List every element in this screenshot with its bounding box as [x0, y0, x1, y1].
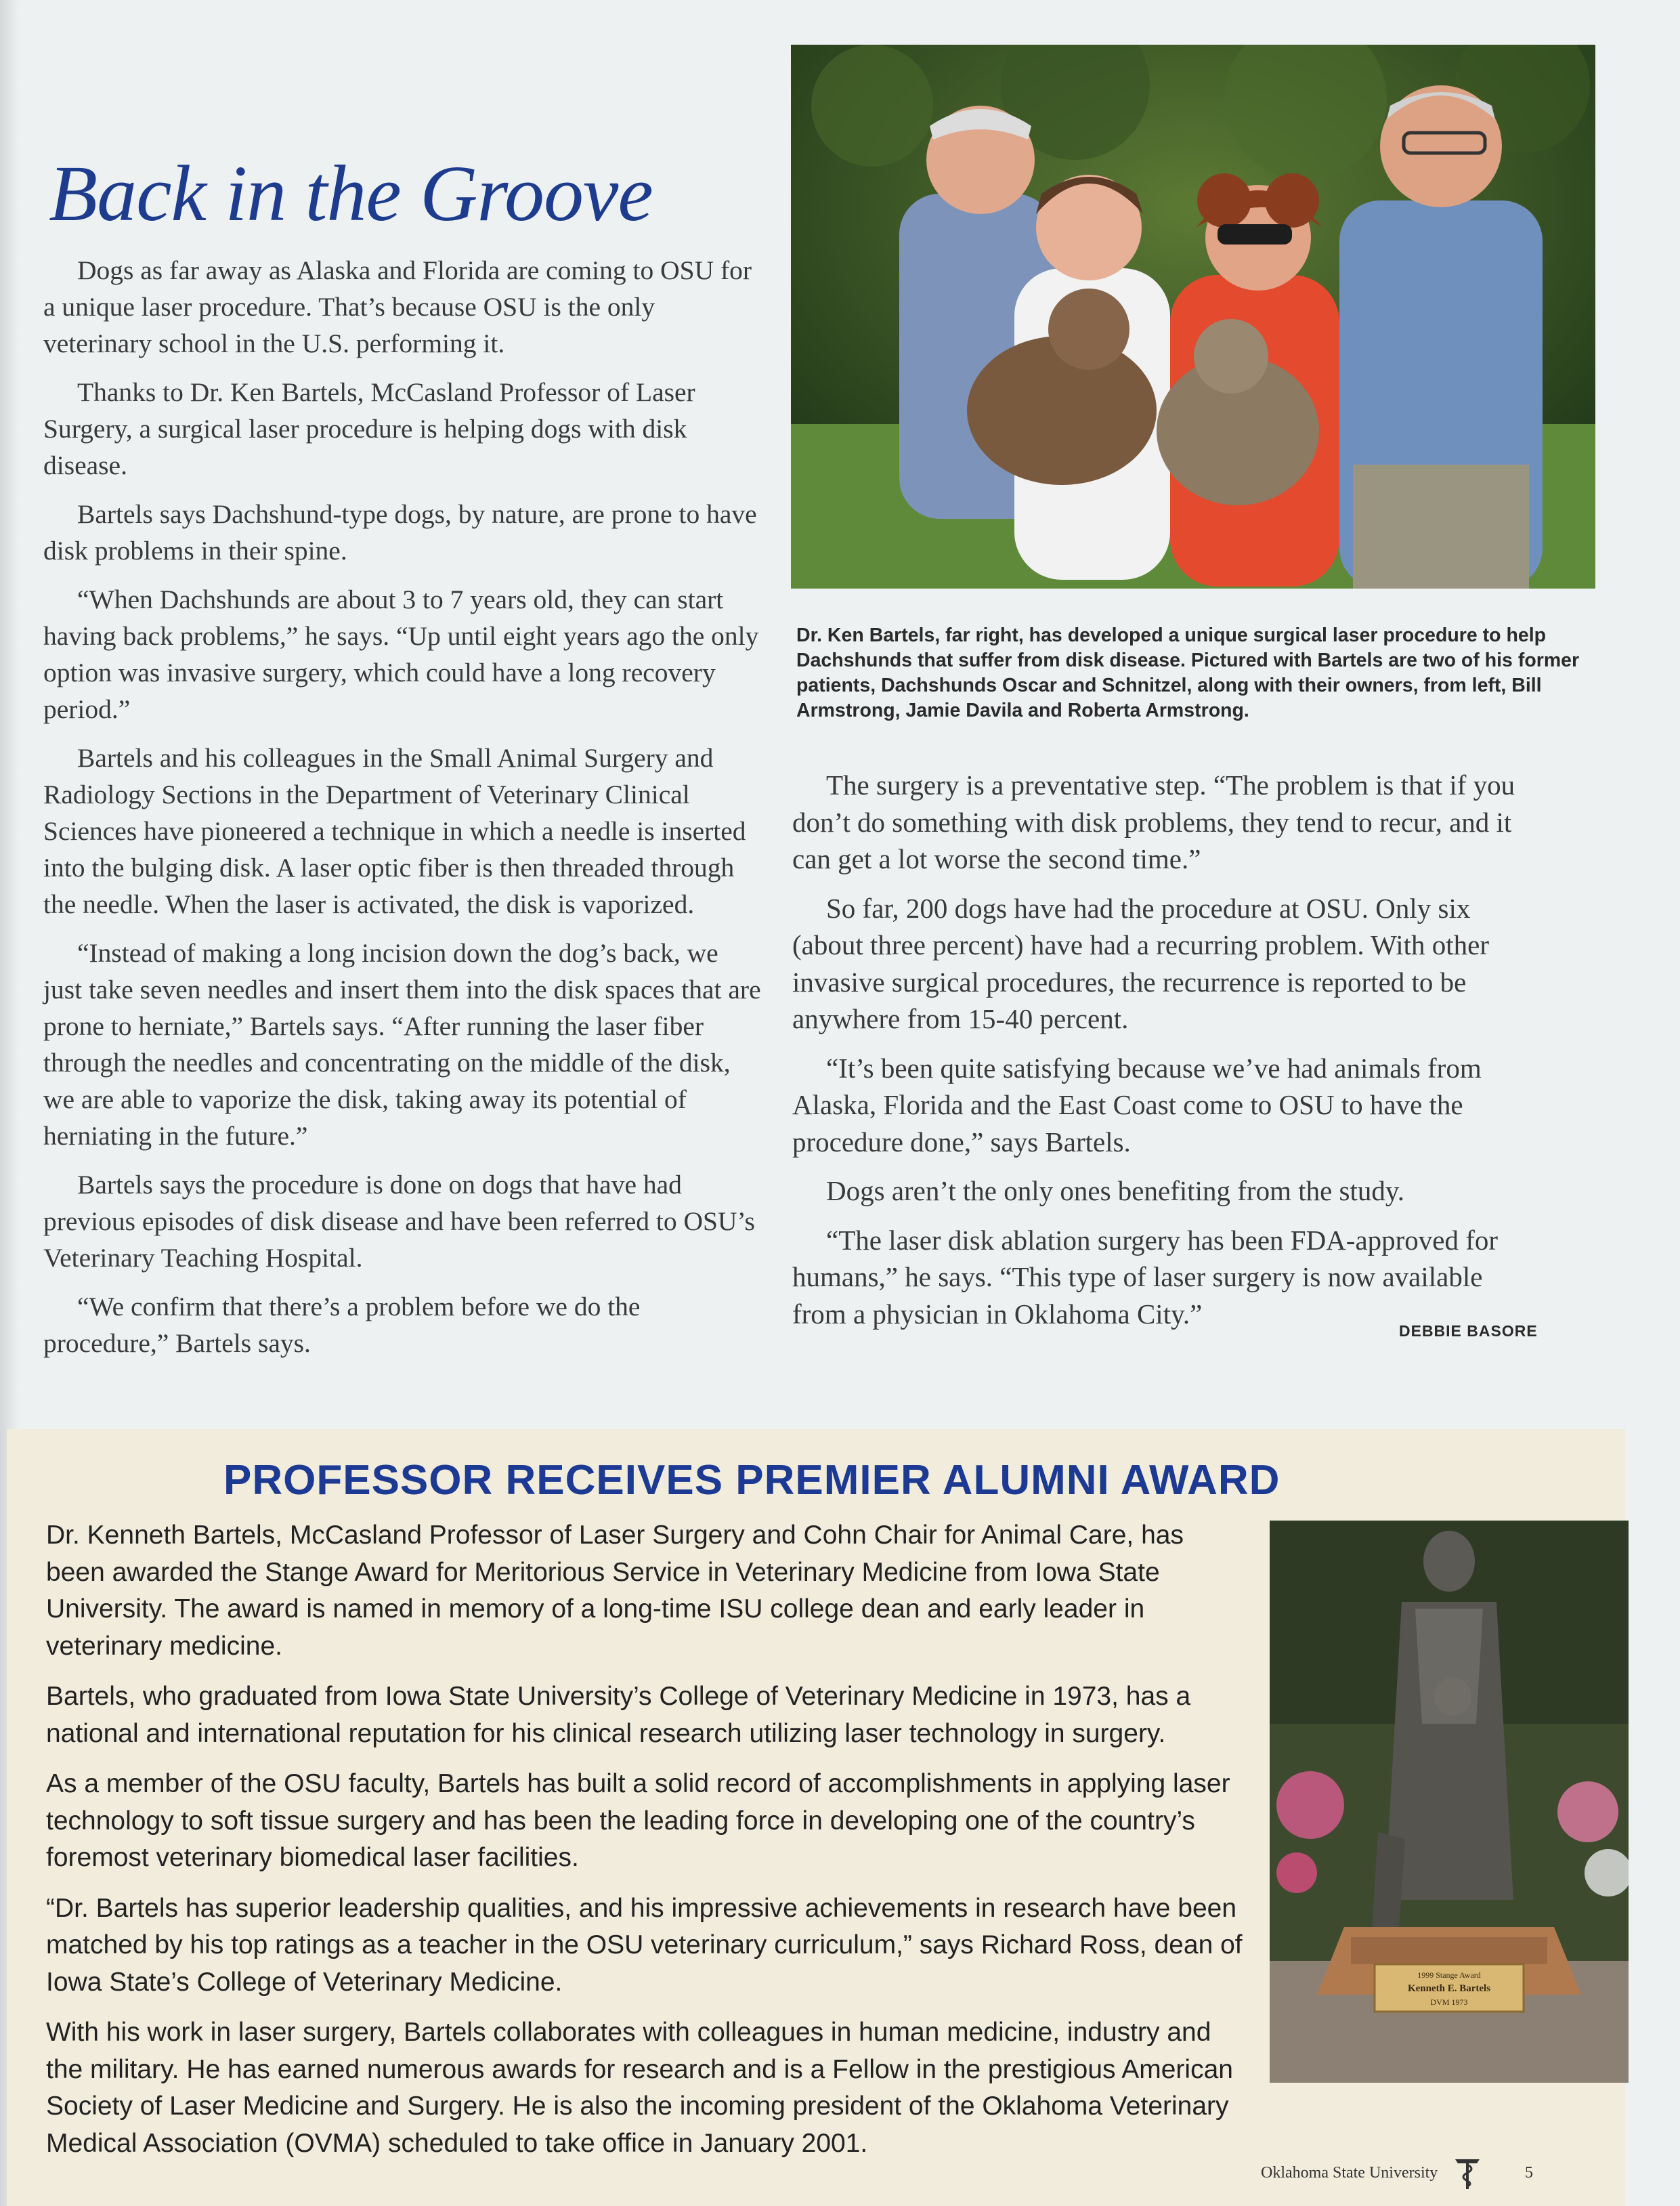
sidebar-paragraph: As a member of the OSU faculty, Bartels has built a solid record of accomplishments in applying laser technology to soft tissue surgery and has been the leading force in developing one of the country’s foremost veterinary biomedical laser facilities.	[46, 1769, 1230, 1872]
sidebar-paragraph: Dr. Kenneth Bartels, McCasland Professor of Laser Surgery and Cohn Chair for Animal Care, has been awarded the Stange Award for Meritorious Service in Veterinary Medicine from Iowa State University. The award is named in memory of a long-time ISU college dean and early leader in veterinary medicine.	[46, 1521, 1184, 1661]
sidebar-paragraph: “Dr. Bartels has superior leadership qualities, and his impressive achievements in research have been matched by his top ratings as a teacher in the OSU veterinary curriculum,” says Richard Ross, dean of Iowa State’s College of Veterinary Medicine.	[46, 1893, 1243, 1997]
article-paragraph: The surgery is a preventative step. “The problem is that if you don’t do something with disk problems, they tend to recur, and it can get a lot worse the second time.”	[792, 769, 1515, 874]
sidebar-body	[46, 1517, 1248, 2176]
statue-photo	[1270, 1521, 1629, 2083]
group-photo	[791, 45, 1595, 589]
article-paragraph: Dogs aren’t the only ones benefiting from the study.	[826, 1175, 1404, 1206]
article-paragraph: “It’s been quite satisfying because we’ve had animals from Alaska, Florida and the East Coast come to OSU to have the procedure done,” says Bartels.	[792, 1052, 1482, 1158]
article-paragraph: Bartels says the procedure is done on dogs that have had previous episodes of disk disease and have been referred to OSU’s Veterinary Teaching Hospital.	[43, 1170, 755, 1273]
article-paragraph: “The laser disk ablation surgery has been FDA-approved for humans,” he says. “This type of laser surgery is now available from a physician in Oklahoma City.”	[792, 1224, 1499, 1330]
byline: DEBBIE BASORE	[1399, 1322, 1538, 1340]
sidebar-paragraph: With his work in laser surgery, Bartels collaborates with colleagues in human medicine, industry and the military. He has earned numerous awards for research and is a Fellow in the prestigious American Society of Laser Medicine and Surgery. He is also the incoming president of the Oklahoma Veterinary Medical Association (OVMA) scheduled to take office in January 2001.	[46, 2018, 1233, 2158]
article-paragraph: “Instead of making a long incision down the dog’s back, we just take seven needles and insert them into the disk spaces that are prone to herniate,” Bartels says. “After running the laser fiber through the needles and concentrating on the middle of the disk, we are able to vaporize the disk, taking away its potential of herniating in the future.”	[43, 938, 761, 1151]
page-number: 5	[1525, 2164, 1533, 2182]
article-paragraph: “When Dachshunds are about 3 to 7 years old, they can start having back problems,” he says. “Up until eight years ago the only option was invasive surgery, which could have a long recovery period.”	[43, 585, 759, 724]
article-paragraph: Bartels says Dachshund-type dogs, by nature, are prone to have disk problems in their spine.	[43, 499, 757, 566]
caduceus-icon	[1452, 2155, 1482, 2190]
article-paragraph: Thanks to Dr. Ken Bartels, McCasland Professor of Laser Surgery, a surgical laser procedure is helping dogs with disk disease.	[43, 377, 695, 480]
article-left-column	[43, 252, 761, 1374]
footer-publication: Oklahoma State University	[1261, 2164, 1438, 2182]
plaque-line-2: Kenneth E. Bartels	[1407, 1983, 1491, 1994]
article-right-column	[792, 767, 1517, 1344]
article-paragraph: Bartels and his colleagues in the Small Animal Surgery and Radiology Sections in the Department of Veterinary Clinical Sciences have pioneered a technique in which a needle is inserted into the bulging disk. A laser optic fiber is then threaded through the needle. When the laser is activated, the disk is vaporized.	[43, 743, 746, 919]
sidebar-paragraph: Bartels, who graduated from Iowa State University’s College of Veterinary Medicine in 1973, has a national and international reputation for his clinical research utilizing laser technology in surgery.	[46, 1682, 1191, 1748]
plaque-line-1: 1999 Stange Award	[1417, 1970, 1481, 1980]
article-title: Back in the Groove	[49, 149, 653, 238]
plaque-line-3: DVM 1973	[1430, 1997, 1468, 2007]
article-paragraph: So far, 200 dogs have had the procedure at OSU. Only six (about three percent) have had a recurring problem. With other invasive surgical procedures, the recurrence is reported to be anywhere from 15-40 percent.	[792, 892, 1489, 1034]
article-paragraph: “We confirm that there’s a problem before we do the procedure,” Bartels says.	[43, 1292, 641, 1358]
article-paragraph: Dogs as far away as Alaska and Florida are coming to OSU for a unique laser procedure. That’s because OSU is the only veterinary school in the U.S. performing it.	[43, 255, 752, 358]
photo-caption: Dr. Ken Bartels, far right, has developed a unique surgical laser procedure to help Dachshunds that suffer from disk disease. Pictured with Bartels are two of his former patients, Dachshunds Oscar and Schnitzel, along with their owners, from left, Bill Armstrong, Jamie Davila and Roberta Armstrong.	[796, 624, 1580, 721]
sidebar-title: PROFESSOR RECEIVES PREMIER ALUMNI AWARD	[223, 1457, 1280, 1504]
